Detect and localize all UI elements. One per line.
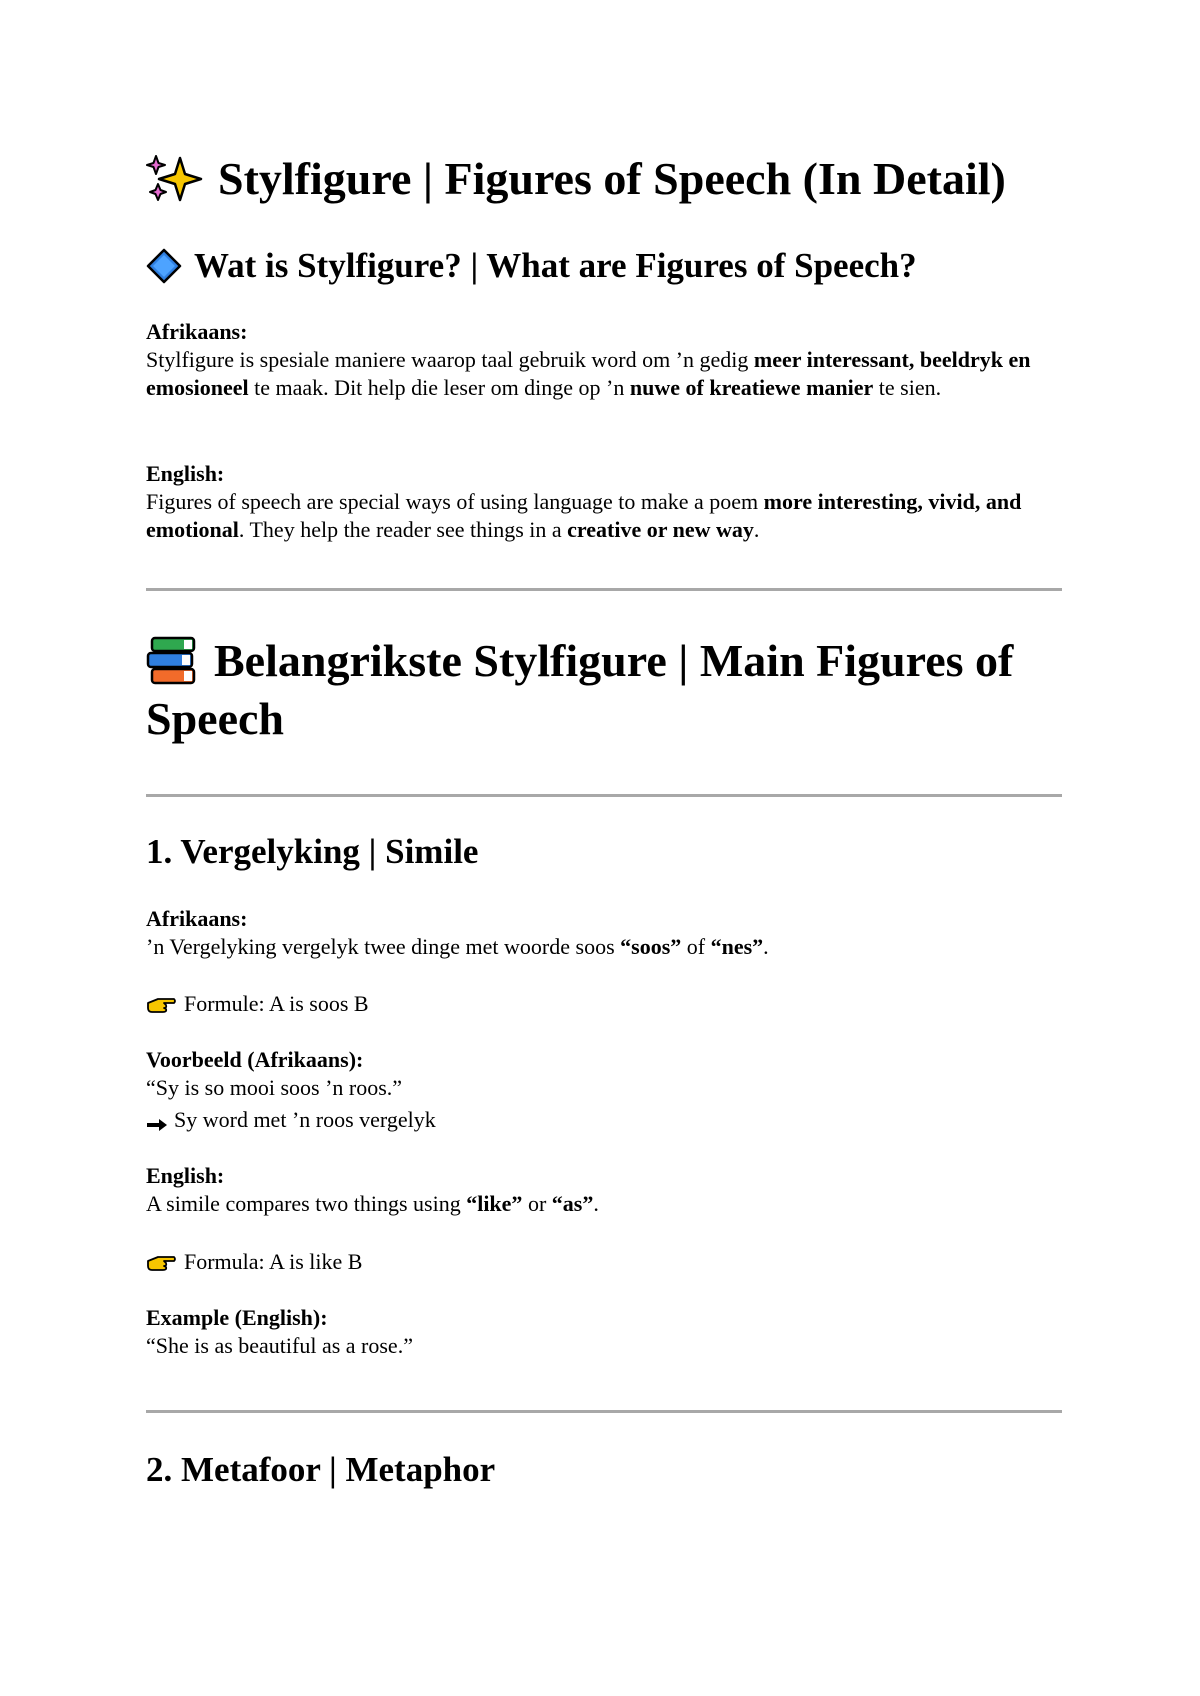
example-afrikaans [146,1046,1062,1134]
example-label: Example (English): [146,1305,328,1330]
intro-english [146,460,1062,544]
english-label: English: [146,1163,225,1188]
intro-heading-text: Wat is Stylfigure? | What are Figures of Speech? [194,246,917,285]
divider [146,1410,1062,1413]
pointing-hand-icon [146,993,176,1015]
english-paragraph: Figures of speech are special ways of using language to make a poem more interesting, vivid, and emotional. They help the reader see things in a creative or new way. [146,489,1022,542]
example-text: “She is as beautiful as a rose.” [146,1333,413,1358]
right-arrow-icon [146,1112,168,1128]
simile-heading [146,830,1062,874]
english-label: English: [146,461,225,486]
formula-afrikaans [146,990,1062,1018]
formula-english [146,1248,1062,1276]
section-heading: 2. Metafoor | Metaphor [146,1450,496,1489]
simile-afrikaans [146,905,1062,961]
title-text: Stylfigure | Figures of Speech (In Detail) [218,153,1006,204]
main-heading-text: Belangrikste Stylfigure | Main Figures of Speech [146,635,1014,745]
english-paragraph: A simile compares two things using “like” or “as”. [146,1191,599,1216]
example-note: Sy word met ’n roos vergelyk [174,1107,436,1132]
afrikaans-paragraph: Stylfigure is spesiale maniere waarop taal gebruik word om ’n gedig meer interessant, beeldryk en emosioneel te maak. Dit help die leser om dinge op ’n nuwe of kreatiewe manier te sien. [146,347,1031,400]
pointing-hand-icon [146,1251,176,1273]
blue-diamond-icon [146,248,182,284]
sparkles-icon [146,154,204,204]
intro-afrikaans [146,318,1062,402]
intro-heading [146,244,1062,288]
document-title [146,150,1062,208]
books-icon [146,636,198,686]
metaphor-heading [146,1448,1062,1492]
formula-text: Formule: A is soos B [184,991,369,1016]
example-english [146,1304,1062,1360]
example-label: Voorbeeld (Afrikaans): [146,1047,364,1072]
formula-text: Formula: A is like B [184,1249,363,1274]
section-heading: 1. Vergelyking | Simile [146,832,479,871]
main-heading [146,632,1062,748]
divider [146,588,1062,591]
divider [146,794,1062,797]
simile-english [146,1162,1062,1218]
example-text: “Sy is so mooi soos ’n roos.” [146,1075,403,1100]
afrikaans-label: Afrikaans: [146,906,248,931]
afrikaans-label: Afrikaans: [146,319,248,344]
afrikaans-paragraph: ’n Vergelyking vergelyk twee dinge met woorde soos “soos” of “nes”. [146,934,769,959]
